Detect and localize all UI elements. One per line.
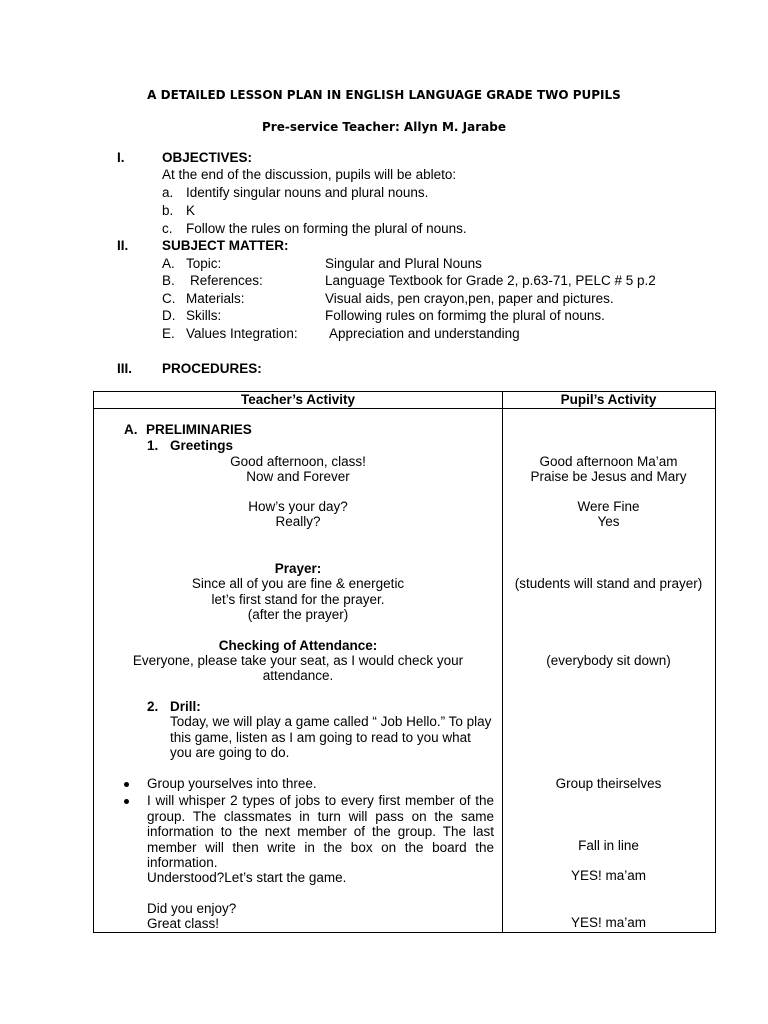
teacher-great-class: Great class!	[147, 916, 220, 931]
objective-b: K	[186, 203, 196, 218]
teacher-understood: Understood?Let’s start the game.	[147, 870, 347, 885]
section-num-procedures: III.	[117, 361, 133, 376]
subject-label-values: Values Integration:	[186, 326, 298, 341]
pupil-yes-maam-2: YES! ma’am	[570, 915, 647, 930]
subject-letter-e: E.	[162, 326, 175, 341]
bullet-icon	[124, 782, 129, 787]
drill-step-2: I will whisper 2 types of jobs to every first member of the group. The classmates in turn will pass on the same information to the next member of the group. The last member will then write in the box on the board the information.	[147, 793, 494, 870]
subject-letter-c: C.	[162, 291, 176, 306]
subject-letter-a: A.	[162, 256, 175, 271]
subject-value-skills: Following rules on formimg the plural of nouns.	[325, 308, 605, 323]
pupil-fine: Were Fine	[577, 499, 640, 514]
teacher-activity-header: Teacher’s Activity	[240, 392, 356, 407]
teacher-day-question: How’s your day?	[248, 499, 348, 514]
pupil-fall-in-line: Fall in line	[578, 838, 639, 853]
teacher-prayer-1: Since all of you are fine & energetic	[191, 576, 405, 591]
objective-c: Follow the rules on forming the plural of nouns.	[186, 221, 467, 236]
table-header-divider	[93, 408, 716, 409]
attendance-heading: Checking of Attendance:	[218, 638, 378, 653]
pupil-prayer: (students will stand and prayer)	[514, 576, 703, 591]
document-title: A DETAILED LESSON PLAN IN ENGLISH LANGUAGE GRADE TWO PUPILS	[147, 88, 621, 102]
teacher-attendance-1: Everyone, please take your seat, as I would check your	[132, 653, 464, 668]
teacher-really: Really?	[275, 514, 321, 529]
subject-label-materials: Materials:	[186, 291, 245, 306]
drill-number: 2.	[147, 699, 159, 714]
pupil-yes: Yes	[597, 514, 620, 529]
teacher-enjoy: Did you enjoy?	[147, 901, 237, 916]
teacher-name: Pre-service Teacher: Allyn M. Jarabe	[262, 120, 506, 134]
preliminaries-heading: PRELIMINARIES	[146, 422, 252, 437]
subject-value-topic: Singular and Plural Nouns	[325, 256, 482, 271]
procedures-heading: PROCEDURES:	[162, 361, 262, 376]
subject-label-references: References:	[190, 273, 263, 288]
pupil-activity-header: Pupil’s Activity	[560, 392, 657, 407]
subject-letter-b: B.	[162, 273, 175, 288]
drill-heading: Drill:	[170, 699, 201, 714]
objective-letter-c: c.	[162, 221, 173, 236]
subject-value-values: Appreciation and understanding	[329, 326, 520, 341]
objectives-intro: At the end of the discussion, pupils will be ableto:	[162, 167, 457, 182]
teacher-prayer-2: let’s first stand for the prayer.	[211, 592, 385, 607]
pupil-sit-down: (everybody sit down)	[546, 653, 671, 668]
prayer-heading: Prayer:	[274, 561, 322, 576]
objective-letter-a: a.	[162, 185, 174, 200]
drill-instructions: Today, we will play a game called “ Job Hello.” To play this game, listen as I am going to read to you what you are going to do.	[170, 714, 492, 760]
subject-label-skills: Skills:	[186, 308, 222, 323]
pupil-yes-maam-1: YES! ma’am	[570, 868, 647, 883]
objective-letter-b: b.	[162, 203, 174, 218]
section-num-subject: II.	[117, 238, 129, 253]
pupil-greeting-2: Praise be Jesus and Mary	[530, 469, 687, 484]
pupil-greeting-1: Good afternoon Ma’am	[539, 454, 678, 469]
subject-value-references: Language Textbook for Grade 2, p.63-71, PELC # 5 p.2	[325, 273, 656, 288]
greetings-number: 1.	[147, 438, 159, 453]
pupil-group: Group theirselves	[555, 776, 662, 791]
greetings-heading: Greetings	[170, 438, 234, 453]
teacher-greeting-1: Good afternoon, class!	[230, 454, 366, 469]
section-num-objectives: I.	[117, 150, 125, 165]
subject-letter-d: D.	[162, 308, 176, 323]
subject-value-materials: Visual aids, pen crayon,pen, paper and pictures.	[325, 291, 614, 306]
teacher-prayer-3: (after the prayer)	[247, 607, 349, 622]
prelim-letter: A.	[124, 422, 138, 437]
teacher-greeting-2: Now and Forever	[246, 469, 350, 484]
bullet-icon	[124, 799, 129, 804]
subject-heading: SUBJECT MATTER:	[162, 238, 289, 253]
objective-a: Identify singular nouns and plural nouns.	[186, 185, 429, 200]
teacher-attendance-2: attendance.	[262, 668, 334, 683]
subject-label-topic: Topic:	[186, 256, 222, 271]
objectives-heading: OBJECTIVES:	[162, 150, 253, 165]
drill-step-1: Group yourselves into three.	[147, 776, 317, 791]
